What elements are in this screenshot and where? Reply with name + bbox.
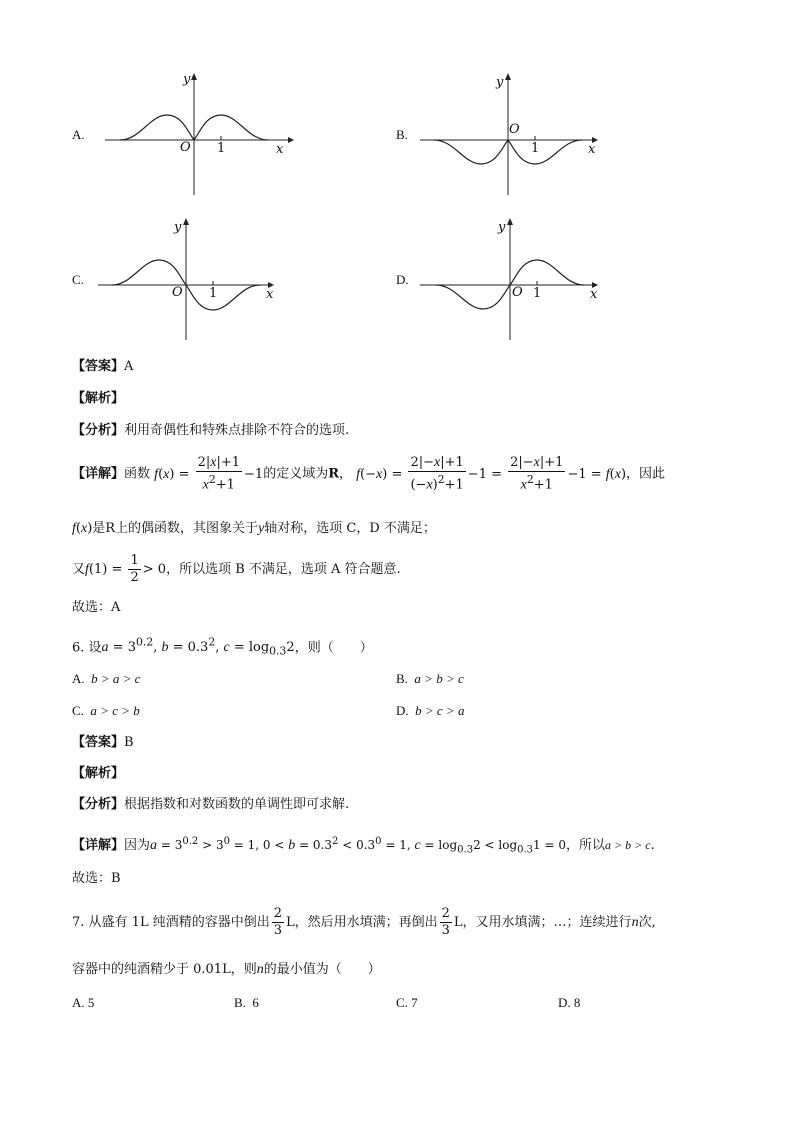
q6-answer-tag: 【答案】 <box>72 735 125 750</box>
q7-option-c[interactable] <box>396 995 418 1011</box>
formula-fx-short: f(x) <box>72 521 93 536</box>
graph-c-letter: C. <box>72 272 84 287</box>
q6-answer-value: B <box>124 735 134 750</box>
q7-stem-n: n <box>631 915 639 930</box>
q7-option-b-text: 6 <box>252 995 259 1010</box>
graph-a-tick: 1 <box>217 141 226 156</box>
q7-option-a[interactable] <box>72 995 94 1011</box>
answer-value: A <box>124 359 134 374</box>
q7-option-b[interactable] <box>234 995 259 1011</box>
detail-domain: 的定义域为 <box>263 466 329 482</box>
q6-option-d-label: D. <box>396 703 409 718</box>
detail-r: R <box>328 466 340 482</box>
graph-b-tick: 1 <box>531 141 540 156</box>
q6-choose <box>72 869 121 889</box>
graph-a-plot <box>60 70 300 200</box>
q6-option-c-label: C. <box>72 703 84 718</box>
graph-a-origin: O <box>180 140 191 155</box>
even-line: 是R上的偶函数，其图象关于 <box>92 521 259 536</box>
q7-stem-a: 7. 从盛有 1L 纯酒精的容器中倒出 <box>72 915 270 930</box>
q7-frac-2: $\frac{2}{3}$ <box>441 906 450 938</box>
formula-f1: f(1) = $\frac{1}{2}$ > 0 <box>85 553 167 585</box>
graph-b-letter: B. <box>396 127 408 142</box>
q6-answer <box>72 733 134 753</box>
q7-line2-a: 容器中的纯酒精少于 0.01L，则 <box>72 962 257 977</box>
q6-option-b-label: B. <box>396 671 408 686</box>
q7-option-d[interactable] <box>558 995 580 1011</box>
detail-therefore: ，因此 <box>626 466 666 482</box>
fenxi-tag: 【分析】 <box>72 423 125 438</box>
fenxi-text: 利用奇偶性和特殊点排除不符合的选项. <box>124 423 350 438</box>
detail-func: 函数 <box>124 466 151 482</box>
q6-formula: $a = 3^{0.2}$, $b = 0.3^2$, $c = \log_{0.3}2$ <box>101 636 295 658</box>
q6-detail-formula: $a = 3^{0.2} > 3^0 = 1$, $0 < b = 0.3^2 < 0.3^0 = 1$, $c = \log_{0.3}2 < \log_{0.3}1 = 0$ <box>150 836 566 856</box>
graph-c-tick: 1 <box>209 286 218 301</box>
q7-frac-1: $\frac{2}{3}$ <box>273 906 282 938</box>
graph-b-origin: O <box>509 122 520 137</box>
q6-detail <box>72 832 655 860</box>
even-line-rest: 轴对称，选项 C，D 不满足； <box>264 521 436 536</box>
q5-even <box>72 519 436 539</box>
q6-option-a-text: b > a > c <box>91 671 141 686</box>
q7-stem-b: L，然后用水填满；再倒出 <box>286 915 438 930</box>
graph-a <box>60 70 300 200</box>
also-word: 又 <box>72 562 86 577</box>
detail-tag: 【详解】 <box>72 466 125 482</box>
q6-option-c-text: a > c > b <box>90 703 140 718</box>
q6-stem <box>72 633 373 662</box>
q6-option-d-text: b > c > a <box>415 703 465 718</box>
q7-stem-d: 次, <box>638 915 656 930</box>
q6-fenxi-tag: 【分析】 <box>72 797 125 812</box>
also-rest: ，所以选项 B 不满足，选项 A 符合题意. <box>166 562 401 577</box>
choose-a: 故选：A <box>72 600 121 615</box>
q7-option-a-label: A. <box>72 995 85 1010</box>
q6-detail-order: a > b > c <box>605 838 651 852</box>
q6-detail-end: . <box>650 838 655 853</box>
graph-d <box>390 215 630 345</box>
q6-analysis: 【解析】 <box>72 766 125 781</box>
q7-option-b-label: B. <box>234 995 246 1010</box>
graph-d-tick: 1 <box>533 286 542 301</box>
graph-d-origin: O <box>512 285 523 300</box>
q6-option-d[interactable] <box>396 703 464 719</box>
q7-option-c-label: C. <box>396 995 408 1010</box>
choose-b: 故选：B <box>72 871 121 886</box>
graph-c-origin: O <box>172 285 183 300</box>
q6-detail-because: 因为 <box>124 838 151 853</box>
q7-stem-line2 <box>72 960 381 980</box>
q6-fenxi-text: 根据指数和对数函数的单调性即可求解. <box>124 797 350 812</box>
q5-detail: 【详解】函数 f(x) = $\frac{2|x|+1}{x^2+1}$ −1的定义域为R， f(−x) = $\frac{2|-x|+1}{(-x)^2+1}$ −1 = $\frac{2|-x|+1}{x^2+1}$ −1 = f(x)，因此 <box>72 455 666 493</box>
q6-option-c[interactable] <box>72 703 140 719</box>
q6-fenxi <box>72 795 349 815</box>
graph-a-y-label: y <box>183 72 191 87</box>
graph-a-x-label: x <box>276 142 284 157</box>
q7-option-c-text: 7 <box>411 995 418 1010</box>
q6-option-a[interactable] <box>72 671 140 687</box>
analysis-tag: 【解析】 <box>72 391 125 406</box>
graph-c-x-label: x <box>266 287 274 302</box>
q5-answer <box>72 357 133 377</box>
q5-analysis-tag <box>72 389 124 409</box>
q7-line2-n: n <box>256 962 264 977</box>
graph-d-plot <box>390 215 630 345</box>
q7-line2-b: 的最小值为（ ） <box>263 962 381 977</box>
q6-option-a-label: A. <box>72 671 85 686</box>
even-axis: y <box>258 521 265 536</box>
graph-d-y-label: y <box>498 220 506 235</box>
graph-c-y-label: y <box>174 220 182 235</box>
q6-stem-prefix: 6. 设 <box>72 640 102 656</box>
graph-b <box>390 70 630 200</box>
q7-stem-line1 <box>72 906 656 940</box>
graph-d-x-label: x <box>590 287 598 302</box>
graph-a-letter: A. <box>72 127 85 142</box>
q5-choose <box>72 598 120 618</box>
formula-fx: f(x) = $\frac{2|x|+1}{x^2+1}$ −1 <box>154 455 264 493</box>
q5-fenxi <box>72 421 349 441</box>
q6-analysis-tag <box>72 764 124 784</box>
q6-stem-suffix: ，则（ ） <box>294 640 373 656</box>
graph-b-y-label: y <box>496 75 504 90</box>
q6-detail-so: ，所以 <box>565 838 605 853</box>
q7-stem-c: L，又用水填满；…；连续进行 <box>453 915 632 930</box>
formula-f-neg-x: f(−x) = $\frac{2|-x|+1}{(-x)^2+1}$ −1 = $\frac{2|-x|+1}{x^2+1}$ −1 = f(x) <box>356 455 627 493</box>
q6-option-b-text: a > b > c <box>414 671 464 686</box>
answer-tag: 【答案】 <box>72 359 125 374</box>
graph-b-x-label: x <box>588 142 596 157</box>
q7-option-d-text: 8 <box>573 995 581 1010</box>
q6-detail-tag: 【详解】 <box>72 838 125 853</box>
graph-c <box>60 215 300 345</box>
q6-option-b[interactable] <box>396 671 464 687</box>
graph-d-letter: D. <box>396 272 409 287</box>
q7-option-a-text: 5 <box>87 995 95 1010</box>
q7-option-d-label: D. <box>558 995 571 1010</box>
q5-also <box>72 553 401 587</box>
